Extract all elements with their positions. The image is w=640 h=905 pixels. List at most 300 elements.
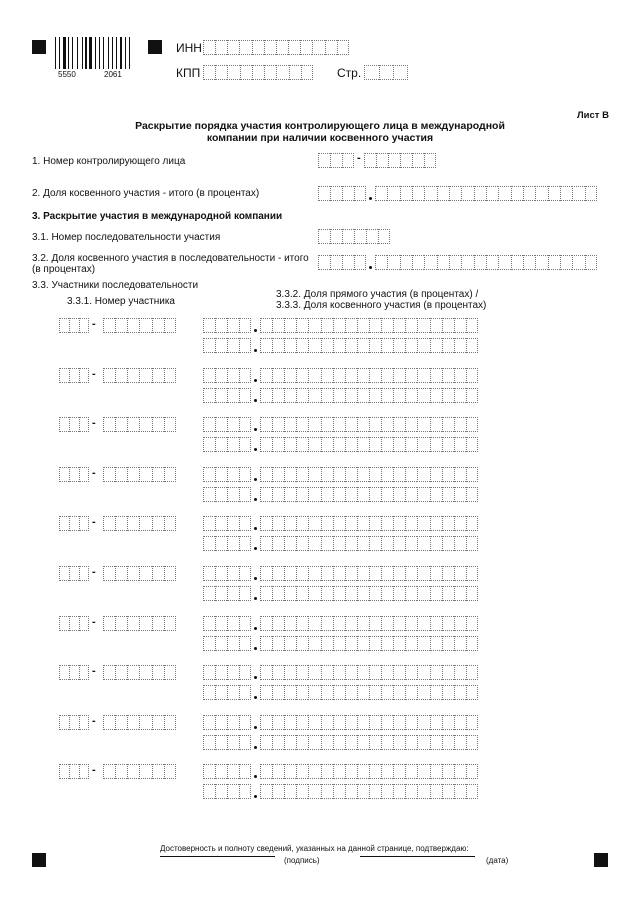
input-cell[interactable] — [284, 715, 296, 730]
input-cell[interactable] — [103, 368, 115, 383]
input-cell[interactable] — [203, 40, 215, 55]
input-cell[interactable] — [227, 338, 239, 353]
input-cell[interactable] — [203, 715, 215, 730]
input-cell[interactable] — [115, 417, 127, 432]
input-cell[interactable] — [115, 516, 127, 531]
input-cell[interactable] — [272, 616, 284, 631]
input-cell[interactable] — [333, 388, 345, 403]
input-cell[interactable] — [227, 665, 239, 680]
input-cell[interactable] — [260, 764, 272, 779]
input-cell[interactable] — [466, 586, 478, 601]
input-cell[interactable] — [449, 255, 461, 270]
input-cell[interactable] — [417, 616, 429, 631]
input-cell[interactable] — [308, 586, 320, 601]
input-cell[interactable] — [321, 467, 333, 482]
input-cell[interactable] — [430, 536, 442, 551]
input-cell[interactable] — [260, 338, 272, 353]
input-cell[interactable] — [405, 784, 417, 799]
input-cell[interactable] — [405, 388, 417, 403]
input-cell[interactable] — [400, 255, 412, 270]
input-cell[interactable] — [321, 487, 333, 502]
input-cell[interactable] — [284, 735, 296, 750]
input-cell[interactable] — [498, 255, 510, 270]
input-cell[interactable] — [430, 338, 442, 353]
input-cell[interactable] — [239, 368, 251, 383]
indirect-share-total-fraction[interactable] — [375, 186, 597, 201]
input-cell[interactable] — [393, 65, 408, 80]
input-cell[interactable] — [215, 388, 227, 403]
input-cell[interactable] — [354, 255, 366, 270]
input-cell[interactable] — [369, 516, 381, 531]
input-cell[interactable] — [357, 715, 369, 730]
input-cell[interactable] — [417, 338, 429, 353]
input-cell[interactable] — [442, 764, 454, 779]
input-cell[interactable] — [381, 764, 393, 779]
input-cell[interactable] — [203, 784, 215, 799]
input-cell[interactable] — [369, 536, 381, 551]
input-cell[interactable] — [284, 487, 296, 502]
participant-number-part1[interactable] — [59, 467, 89, 482]
input-cell[interactable] — [164, 715, 176, 730]
input-cell[interactable] — [284, 616, 296, 631]
input-cell[interactable] — [115, 715, 127, 730]
input-cell[interactable] — [215, 735, 227, 750]
input-cell[interactable] — [284, 417, 296, 432]
input-cell[interactable] — [430, 487, 442, 502]
input-cell[interactable] — [454, 388, 466, 403]
input-cell[interactable] — [354, 186, 366, 201]
input-cell[interactable] — [417, 318, 429, 333]
input-cell[interactable] — [203, 616, 215, 631]
input-cell[interactable] — [103, 764, 115, 779]
input-cell[interactable] — [79, 467, 89, 482]
input-cell[interactable] — [378, 229, 390, 244]
input-cell[interactable] — [296, 318, 308, 333]
input-cell[interactable] — [260, 616, 272, 631]
input-cell[interactable] — [103, 516, 115, 531]
input-cell[interactable] — [345, 586, 357, 601]
input-cell[interactable] — [333, 467, 345, 482]
indirect-share-integer[interactable] — [203, 685, 251, 700]
input-cell[interactable] — [203, 636, 215, 651]
input-cell[interactable] — [284, 437, 296, 452]
input-cell[interactable] — [272, 735, 284, 750]
input-cell[interactable] — [417, 437, 429, 452]
input-cell[interactable] — [393, 735, 405, 750]
input-cell[interactable] — [405, 338, 417, 353]
input-cell[interactable] — [215, 784, 227, 799]
input-cell[interactable] — [127, 566, 139, 581]
input-cell[interactable] — [454, 368, 466, 383]
input-cell[interactable] — [345, 368, 357, 383]
input-cell[interactable] — [272, 665, 284, 680]
input-cell[interactable] — [203, 566, 215, 581]
direct-share-integer[interactable] — [203, 467, 251, 482]
input-cell[interactable] — [454, 665, 466, 680]
input-cell[interactable] — [430, 467, 442, 482]
indirect-share-fraction[interactable] — [260, 784, 478, 799]
input-cell[interactable] — [227, 65, 239, 80]
input-cell[interactable] — [424, 153, 436, 168]
input-cell[interactable] — [203, 338, 215, 353]
input-cell[interactable] — [239, 715, 251, 730]
input-cell[interactable] — [405, 735, 417, 750]
input-cell[interactable] — [318, 255, 330, 270]
participant-number-part2[interactable] — [103, 417, 176, 432]
direct-share-fraction[interactable] — [260, 566, 478, 581]
input-cell[interactable] — [264, 40, 276, 55]
input-cell[interactable] — [412, 186, 424, 201]
input-cell[interactable] — [308, 467, 320, 482]
input-cell[interactable] — [260, 784, 272, 799]
indirect-share-fraction[interactable] — [260, 536, 478, 551]
input-cell[interactable] — [79, 516, 89, 531]
input-cell[interactable] — [417, 516, 429, 531]
input-cell[interactable] — [164, 616, 176, 631]
input-cell[interactable] — [511, 186, 523, 201]
input-cell[interactable] — [321, 735, 333, 750]
indirect-share-integer[interactable] — [203, 735, 251, 750]
input-cell[interactable] — [333, 338, 345, 353]
input-cell[interactable] — [393, 784, 405, 799]
input-cell[interactable] — [345, 764, 357, 779]
input-cell[interactable] — [296, 467, 308, 482]
input-cell[interactable] — [103, 715, 115, 730]
input-cell[interactable] — [454, 784, 466, 799]
input-cell[interactable] — [405, 318, 417, 333]
indirect-share-fraction[interactable] — [260, 437, 478, 452]
input-cell[interactable] — [318, 229, 330, 244]
input-cell[interactable] — [164, 566, 176, 581]
direct-share-integer[interactable] — [203, 368, 251, 383]
input-cell[interactable] — [260, 516, 272, 531]
input-cell[interactable] — [152, 616, 164, 631]
input-cell[interactable] — [430, 586, 442, 601]
input-cell[interactable] — [215, 338, 227, 353]
input-cell[interactable] — [405, 616, 417, 631]
input-cell[interactable] — [321, 764, 333, 779]
input-cell[interactable] — [139, 715, 151, 730]
input-cell[interactable] — [227, 388, 239, 403]
indirect-share-integer[interactable] — [203, 784, 251, 799]
input-cell[interactable] — [417, 536, 429, 551]
input-cell[interactable] — [239, 735, 251, 750]
input-cell[interactable] — [239, 685, 251, 700]
input-cell[interactable] — [284, 685, 296, 700]
input-cell[interactable] — [272, 388, 284, 403]
input-cell[interactable] — [69, 665, 79, 680]
input-cell[interactable] — [152, 467, 164, 482]
input-cell[interactable] — [127, 715, 139, 730]
input-cell[interactable] — [272, 764, 284, 779]
input-cell[interactable] — [203, 516, 215, 531]
input-cell[interactable] — [454, 735, 466, 750]
input-cell[interactable] — [203, 536, 215, 551]
input-cell[interactable] — [381, 715, 393, 730]
input-cell[interactable] — [369, 665, 381, 680]
input-cell[interactable] — [260, 487, 272, 502]
input-cell[interactable] — [152, 566, 164, 581]
input-cell[interactable] — [369, 764, 381, 779]
input-cell[interactable] — [284, 586, 296, 601]
input-cell[interactable] — [330, 229, 342, 244]
input-cell[interactable] — [308, 665, 320, 680]
input-cell[interactable] — [127, 764, 139, 779]
input-cell[interactable] — [417, 467, 429, 482]
input-cell[interactable] — [260, 388, 272, 403]
input-cell[interactable] — [321, 417, 333, 432]
input-cell[interactable] — [227, 516, 239, 531]
input-cell[interactable] — [59, 616, 69, 631]
input-cell[interactable] — [357, 338, 369, 353]
input-cell[interactable] — [239, 665, 251, 680]
input-cell[interactable] — [357, 318, 369, 333]
input-cell[interactable] — [239, 516, 251, 531]
input-cell[interactable] — [227, 715, 239, 730]
input-cell[interactable] — [260, 437, 272, 452]
indirect-share-fraction[interactable] — [260, 586, 478, 601]
input-cell[interactable] — [296, 586, 308, 601]
input-cell[interactable] — [466, 467, 478, 482]
input-cell[interactable] — [239, 318, 251, 333]
input-cell[interactable] — [442, 586, 454, 601]
direct-share-fraction[interactable] — [260, 715, 478, 730]
input-cell[interactable] — [59, 467, 69, 482]
input-cell[interactable] — [369, 338, 381, 353]
input-cell[interactable] — [203, 437, 215, 452]
input-cell[interactable] — [296, 487, 308, 502]
input-cell[interactable] — [412, 255, 424, 270]
indirect-share-fraction[interactable] — [260, 685, 478, 700]
input-cell[interactable] — [69, 368, 79, 383]
input-cell[interactable] — [59, 516, 69, 531]
input-cell[interactable] — [466, 784, 478, 799]
input-cell[interactable] — [272, 715, 284, 730]
input-cell[interactable] — [321, 388, 333, 403]
input-cell[interactable] — [357, 388, 369, 403]
input-cell[interactable] — [321, 516, 333, 531]
input-cell[interactable] — [215, 318, 227, 333]
input-cell[interactable] — [430, 636, 442, 651]
input-cell[interactable] — [342, 186, 354, 201]
input-cell[interactable] — [466, 536, 478, 551]
input-cell[interactable] — [357, 665, 369, 680]
input-cell[interactable] — [59, 417, 69, 432]
participant-number-part2[interactable] — [103, 368, 176, 383]
input-cell[interactable] — [59, 566, 69, 581]
input-cell[interactable] — [442, 338, 454, 353]
input-cell[interactable] — [284, 536, 296, 551]
input-cell[interactable] — [308, 616, 320, 631]
indirect-share-integer[interactable] — [203, 437, 251, 452]
input-cell[interactable] — [127, 368, 139, 383]
input-cell[interactable] — [260, 318, 272, 333]
input-cell[interactable] — [318, 186, 330, 201]
input-cell[interactable] — [321, 566, 333, 581]
input-cell[interactable] — [560, 255, 572, 270]
input-cell[interactable] — [354, 229, 366, 244]
input-cell[interactable] — [79, 665, 89, 680]
input-cell[interactable] — [442, 616, 454, 631]
input-cell[interactable] — [239, 536, 251, 551]
input-cell[interactable] — [442, 388, 454, 403]
input-cell[interactable] — [369, 715, 381, 730]
input-cell[interactable] — [127, 516, 139, 531]
participant-number-part1[interactable] — [59, 318, 89, 333]
input-cell[interactable] — [381, 368, 393, 383]
input-cell[interactable] — [296, 536, 308, 551]
input-cell[interactable] — [381, 516, 393, 531]
input-cell[interactable] — [227, 467, 239, 482]
input-cell[interactable] — [239, 784, 251, 799]
input-cell[interactable] — [69, 566, 79, 581]
input-cell[interactable] — [466, 516, 478, 531]
input-cell[interactable] — [152, 665, 164, 680]
input-cell[interactable] — [454, 536, 466, 551]
participant-number-part2[interactable] — [103, 318, 176, 333]
input-cell[interactable] — [357, 566, 369, 581]
input-cell[interactable] — [227, 784, 239, 799]
input-cell[interactable] — [454, 318, 466, 333]
input-cell[interactable] — [417, 685, 429, 700]
input-cell[interactable] — [466, 665, 478, 680]
input-cell[interactable] — [466, 388, 478, 403]
input-cell[interactable] — [424, 186, 436, 201]
input-cell[interactable] — [381, 318, 393, 333]
input-cell[interactable] — [239, 437, 251, 452]
input-cell[interactable] — [239, 566, 251, 581]
direct-share-integer[interactable] — [203, 516, 251, 531]
input-cell[interactable] — [215, 636, 227, 651]
input-cell[interactable] — [405, 764, 417, 779]
input-cell[interactable] — [264, 65, 276, 80]
input-cell[interactable] — [239, 636, 251, 651]
input-cell[interactable] — [239, 467, 251, 482]
input-cell[interactable] — [393, 636, 405, 651]
input-cell[interactable] — [227, 735, 239, 750]
input-cell[interactable] — [357, 685, 369, 700]
input-cell[interactable] — [239, 586, 251, 601]
input-cell[interactable] — [357, 735, 369, 750]
input-cell[interactable] — [405, 715, 417, 730]
indirect-share-fraction[interactable] — [260, 735, 478, 750]
input-cell[interactable] — [345, 536, 357, 551]
input-cell[interactable] — [325, 40, 337, 55]
input-cell[interactable] — [381, 735, 393, 750]
input-cell[interactable] — [442, 636, 454, 651]
input-cell[interactable] — [103, 417, 115, 432]
input-cell[interactable] — [215, 417, 227, 432]
input-cell[interactable] — [227, 636, 239, 651]
input-cell[interactable] — [164, 368, 176, 383]
input-cell[interactable] — [405, 368, 417, 383]
input-cell[interactable] — [357, 764, 369, 779]
input-cell[interactable] — [333, 417, 345, 432]
input-cell[interactable] — [393, 715, 405, 730]
participant-number-part1[interactable] — [59, 516, 89, 531]
participant-number-part1[interactable] — [59, 764, 89, 779]
input-cell[interactable] — [393, 616, 405, 631]
input-cell[interactable] — [321, 586, 333, 601]
input-cell[interactable] — [79, 616, 89, 631]
input-cell[interactable] — [454, 586, 466, 601]
input-cell[interactable] — [308, 536, 320, 551]
input-cell[interactable] — [227, 487, 239, 502]
input-cell[interactable] — [321, 685, 333, 700]
input-cell[interactable] — [260, 536, 272, 551]
input-cell[interactable] — [164, 417, 176, 432]
input-cell[interactable] — [139, 516, 151, 531]
sequence-indirect-share-fraction[interactable] — [375, 255, 597, 270]
input-cell[interactable] — [227, 685, 239, 700]
input-cell[interactable] — [321, 368, 333, 383]
input-cell[interactable] — [203, 487, 215, 502]
input-cell[interactable] — [381, 388, 393, 403]
input-cell[interactable] — [345, 665, 357, 680]
input-cell[interactable] — [466, 715, 478, 730]
input-cell[interactable] — [115, 318, 127, 333]
input-cell[interactable] — [103, 566, 115, 581]
input-cell[interactable] — [321, 338, 333, 353]
input-cell[interactable] — [345, 487, 357, 502]
input-cell[interactable] — [308, 516, 320, 531]
input-cell[interactable] — [296, 636, 308, 651]
input-cell[interactable] — [127, 616, 139, 631]
date-line[interactable] — [360, 856, 475, 857]
input-cell[interactable] — [357, 437, 369, 452]
input-cell[interactable] — [369, 437, 381, 452]
input-cell[interactable] — [442, 715, 454, 730]
input-cell[interactable] — [318, 153, 330, 168]
input-cell[interactable] — [296, 368, 308, 383]
input-cell[interactable] — [260, 417, 272, 432]
input-cell[interactable] — [393, 417, 405, 432]
input-cell[interactable] — [152, 764, 164, 779]
input-cell[interactable] — [203, 368, 215, 383]
sequence-number-field[interactable] — [318, 229, 390, 244]
input-cell[interactable] — [345, 735, 357, 750]
input-cell[interactable] — [284, 368, 296, 383]
input-cell[interactable] — [284, 764, 296, 779]
input-cell[interactable] — [103, 467, 115, 482]
input-cell[interactable] — [115, 616, 127, 631]
input-cell[interactable] — [454, 467, 466, 482]
input-cell[interactable] — [321, 616, 333, 631]
input-cell[interactable] — [272, 318, 284, 333]
input-cell[interactable] — [369, 636, 381, 651]
participant-number-part2[interactable] — [103, 764, 176, 779]
input-cell[interactable] — [369, 566, 381, 581]
input-cell[interactable] — [430, 516, 442, 531]
input-cell[interactable] — [227, 417, 239, 432]
input-cell[interactable] — [308, 784, 320, 799]
input-cell[interactable] — [405, 665, 417, 680]
input-cell[interactable] — [417, 665, 429, 680]
input-cell[interactable] — [272, 685, 284, 700]
input-cell[interactable] — [203, 685, 215, 700]
input-cell[interactable] — [333, 784, 345, 799]
input-cell[interactable] — [393, 685, 405, 700]
input-cell[interactable] — [215, 65, 227, 80]
input-cell[interactable] — [115, 467, 127, 482]
input-cell[interactable] — [430, 417, 442, 432]
direct-share-fraction[interactable] — [260, 516, 478, 531]
input-cell[interactable] — [215, 616, 227, 631]
input-cell[interactable] — [272, 784, 284, 799]
input-cell[interactable] — [381, 417, 393, 432]
input-cell[interactable] — [260, 735, 272, 750]
input-cell[interactable] — [369, 685, 381, 700]
